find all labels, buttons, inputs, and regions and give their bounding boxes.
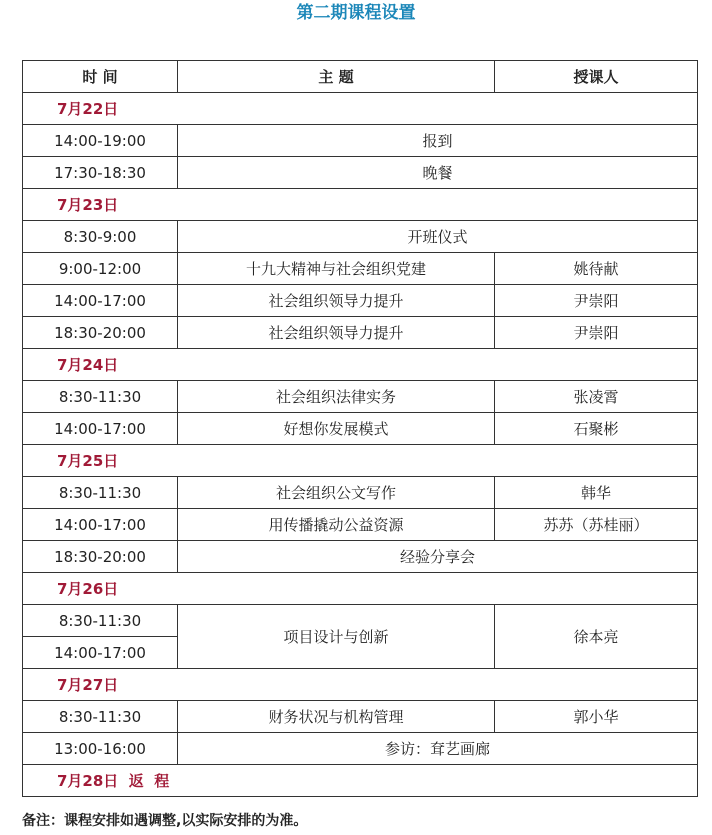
time-cell: 14:00-17:00 — [23, 637, 178, 669]
day-row — [23, 93, 698, 125]
lecturer-cell: 张凌霄 — [495, 381, 698, 413]
table-row — [23, 221, 698, 253]
topic-cell: 报到 — [178, 125, 698, 157]
lecturer-cell: 姚待献 — [495, 253, 698, 285]
header-lecturer: 授课人 — [495, 61, 698, 93]
day-label: 7月28日 返 程 — [23, 765, 698, 797]
topic-cell: 好想你发展模式 — [178, 413, 495, 445]
day-row — [23, 189, 698, 221]
time-cell: 8:30-11:30 — [23, 701, 178, 733]
lecturer-cell: 尹崇阳 — [495, 317, 698, 349]
topic-cell: 社会组织公文写作 — [178, 477, 495, 509]
lecturer-cell: 苏苏（苏桂丽） — [495, 509, 698, 541]
topic-cell: 十九大精神与社会组织党建 — [178, 253, 495, 285]
lecturer-cell: 韩华 — [495, 477, 698, 509]
topic-cell: 用传播撬动公益资源 — [178, 509, 495, 541]
time-cell: 14:00-17:00 — [23, 509, 178, 541]
lecturer-cell: 徐本亮 — [495, 605, 698, 669]
time-cell: 13:00-16:00 — [23, 733, 178, 765]
time-cell: 14:00-19:00 — [23, 125, 178, 157]
day-row — [23, 573, 698, 605]
day-label: 7月25日 — [23, 445, 698, 477]
header-time: 时 间 — [23, 61, 178, 93]
day-label: 7月23日 — [23, 189, 698, 221]
time-cell: 17:30-18:30 — [23, 157, 178, 189]
table-row — [23, 733, 698, 765]
time-cell: 8:30-11:30 — [23, 381, 178, 413]
header-topic: 主 题 — [178, 61, 495, 93]
day-label: 7月22日 — [23, 93, 698, 125]
time-cell: 18:30-20:00 — [23, 317, 178, 349]
time-cell: 8:30-11:30 — [23, 605, 178, 637]
topic-cell: 经验分享会 — [178, 541, 698, 573]
footnote: 备注：课程安排如遇调整,以实际安排的为准。 — [22, 813, 308, 829]
day-row — [23, 445, 698, 477]
topic-cell: 财务状况与机构管理 — [178, 701, 495, 733]
table-row — [23, 125, 698, 157]
day-row — [23, 669, 698, 701]
topic-cell: 社会组织领导力提升 — [178, 317, 495, 349]
table-row — [23, 605, 698, 637]
day-label: 7月27日 — [23, 669, 698, 701]
table-row — [23, 541, 698, 573]
table-row — [23, 253, 698, 285]
table-row — [23, 477, 698, 509]
table-row — [23, 157, 698, 189]
time-cell: 8:30-9:00 — [23, 221, 178, 253]
lecturer-cell: 石聚彬 — [495, 413, 698, 445]
day-label: 7月26日 — [23, 573, 698, 605]
day-row — [23, 349, 698, 381]
topic-cell: 开班仪式 — [178, 221, 698, 253]
table-header-row — [23, 61, 698, 93]
lecturer-cell: 尹崇阳 — [495, 285, 698, 317]
time-cell: 18:30-20:00 — [23, 541, 178, 573]
table-row — [23, 509, 698, 541]
topic-cell: 参访：耷艺画廊 — [178, 733, 698, 765]
table-row — [23, 317, 698, 349]
time-cell: 8:30-11:30 — [23, 477, 178, 509]
topic-cell: 社会组织领导力提升 — [178, 285, 495, 317]
page-title: 第二期课程设置 — [296, 3, 416, 23]
table-row — [23, 285, 698, 317]
schedule-table — [22, 60, 698, 797]
topic-cell: 晚餐 — [178, 157, 698, 189]
table-row — [23, 381, 698, 413]
table-row — [23, 413, 698, 445]
table-row — [23, 701, 698, 733]
time-cell: 14:00-17:00 — [23, 413, 178, 445]
day-row — [23, 765, 698, 797]
lecturer-cell: 郭小华 — [495, 701, 698, 733]
topic-cell: 项目设计与创新 — [178, 605, 495, 669]
time-cell: 14:00-17:00 — [23, 285, 178, 317]
topic-cell: 社会组织法律实务 — [178, 381, 495, 413]
day-label: 7月24日 — [23, 349, 698, 381]
time-cell: 9:00-12:00 — [23, 253, 178, 285]
